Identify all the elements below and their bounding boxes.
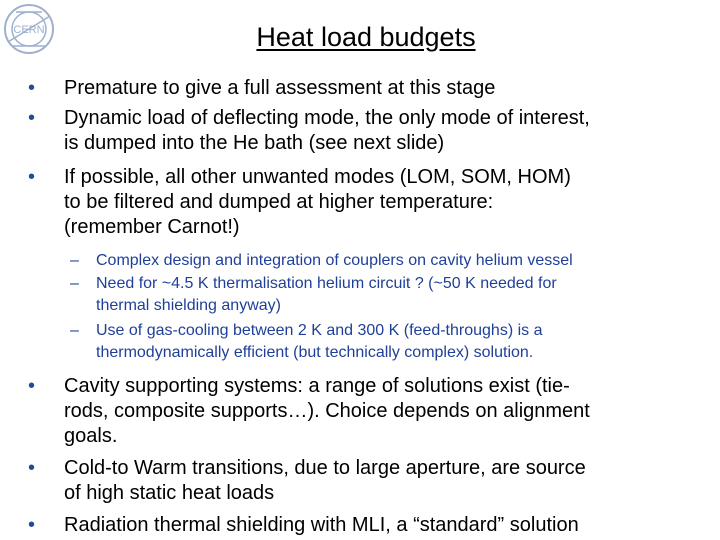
- bullet-line: Cavity supporting systems: a range of solutions exist (tie-: [64, 375, 570, 397]
- bullet-item: [28, 106, 714, 156]
- subbullet-item: [70, 320, 710, 364]
- subbullet-item: [70, 250, 710, 272]
- bullet-line: is dumped into the He bath (see next slide): [64, 132, 445, 154]
- bullet-marker: •: [28, 166, 36, 188]
- subbullet-line: Need for ~4.5 K thermalisation helium circuit ? (~50 K needed for: [96, 275, 557, 292]
- bullet-line: If possible, all other unwanted modes (LOM, SOM, HOM): [64, 166, 571, 188]
- bullet-marker: •: [28, 457, 36, 479]
- subbullet-item: [70, 273, 710, 317]
- bullet-item: [28, 76, 714, 101]
- bullet-line: rods, composite supports…). Choice depends on alignment: [64, 400, 590, 422]
- bullet-line: Cold-to Warm transitions, due to large aperture, are source: [64, 457, 586, 479]
- bullet-line: Dynamic load of deflecting mode, the only mode of interest,: [64, 107, 590, 129]
- dash-marker: –: [70, 322, 79, 339]
- svg-text:CERN: CERN: [13, 24, 45, 36]
- bullet-line: of high static heat loads: [64, 482, 275, 504]
- slide-title: Heat load budgets: [256, 22, 476, 52]
- bullet-line: to be filtered and dumped at higher temperature:: [64, 191, 494, 213]
- subbullet-line: thermal shielding anyway): [96, 297, 281, 314]
- bullet-marker: •: [28, 77, 36, 99]
- bullet-item: [28, 513, 714, 538]
- bullet-marker: •: [28, 375, 36, 397]
- bullet-item: [28, 374, 714, 449]
- dash-marker: –: [70, 275, 79, 292]
- bullet-marker: •: [28, 107, 36, 129]
- bullet-line: Radiation thermal shielding with MLI, a “standard” solution: [64, 514, 579, 536]
- subbullet-line: thermodynamically efficient (but technically complex) solution.: [96, 344, 534, 361]
- bullet-line: (remember Carnot!): [64, 216, 240, 238]
- subbullet-line: Use of gas-cooling between 2 K and 300 K (feed-throughs) is a: [96, 322, 543, 339]
- bullet-item: [28, 165, 714, 240]
- bullet-marker: •: [28, 514, 36, 536]
- dash-marker: –: [70, 252, 79, 269]
- subbullet-line: Complex design and integration of couplers on cavity helium vessel: [96, 252, 573, 269]
- bullet-item: [28, 456, 714, 506]
- bullet-line: Premature to give a full assessment at this stage: [64, 77, 496, 99]
- bullet-line: goals.: [64, 425, 118, 447]
